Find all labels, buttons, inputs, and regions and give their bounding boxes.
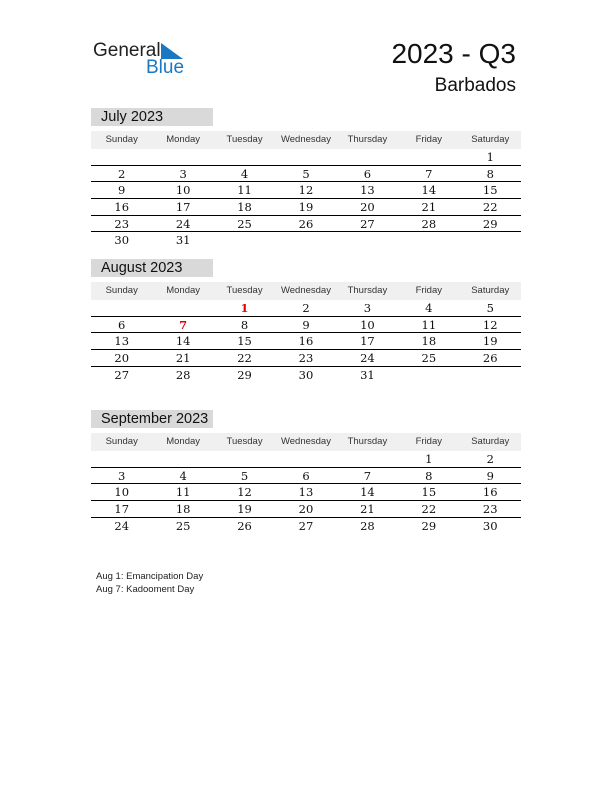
date-cell: 9 bbox=[302, 317, 310, 332]
date-cell bbox=[398, 149, 459, 165]
date-cell: 20 bbox=[360, 200, 375, 215]
weekday-label: Sunday bbox=[105, 436, 138, 447]
weekday-label: Monday bbox=[166, 134, 201, 145]
date-cell: 15 bbox=[237, 334, 252, 349]
date-cell: 21 bbox=[360, 502, 375, 517]
date-cell: 14 bbox=[175, 334, 191, 349]
date-cell: 28 bbox=[360, 518, 375, 533]
date-cell bbox=[214, 232, 275, 249]
date-cell bbox=[398, 367, 459, 384]
date-cell: 22 bbox=[482, 200, 498, 215]
date-cell: 3 bbox=[363, 301, 372, 315]
week-row bbox=[91, 468, 521, 485]
week-row bbox=[91, 451, 521, 468]
logo-general-text: General bbox=[93, 40, 161, 61]
week-row bbox=[91, 199, 521, 216]
weekday-label: Thursday bbox=[347, 436, 388, 447]
date-cell: 15 bbox=[421, 485, 437, 500]
date-cell bbox=[275, 149, 336, 165]
weekday-label: Wednesday bbox=[280, 134, 331, 145]
weekday-label: Tuesday bbox=[226, 285, 263, 296]
date-cell bbox=[460, 367, 521, 384]
week-row bbox=[91, 149, 521, 166]
date-cell: 20 bbox=[298, 502, 314, 517]
date-cell: 14 bbox=[360, 485, 375, 500]
date-cell: 10 bbox=[360, 317, 375, 332]
date-cell bbox=[398, 232, 459, 249]
date-cell: 22 bbox=[421, 502, 437, 517]
date-cell: 12 bbox=[237, 485, 252, 500]
date-cell: 16 bbox=[298, 334, 314, 349]
weekday-label: Wednesday bbox=[280, 285, 331, 296]
date-cell: 26 bbox=[482, 351, 498, 366]
date-cell: 4 bbox=[425, 301, 433, 315]
weekday-header bbox=[91, 131, 521, 149]
date-cell: 19 bbox=[298, 200, 314, 215]
date-cell: 20 bbox=[114, 351, 130, 366]
date-cell: 1 bbox=[486, 150, 494, 164]
date-cell: 24 bbox=[114, 518, 130, 533]
quarter-title: 2023 - Q3 bbox=[391, 38, 516, 69]
date-cell: 30 bbox=[114, 233, 130, 248]
weekday-label: Sunday bbox=[105, 134, 138, 145]
date-cell: 21 bbox=[175, 351, 191, 366]
holiday-note: Aug 7: Kadooment Day bbox=[96, 584, 195, 595]
date-cell: 30 bbox=[482, 518, 498, 533]
date-cell: 26 bbox=[237, 518, 252, 533]
date-cell: 10 bbox=[175, 183, 191, 198]
date-cell: 5 bbox=[486, 301, 494, 315]
date-cell: 28 bbox=[175, 367, 191, 382]
month-title: July 2023 bbox=[91, 108, 213, 126]
date-cell: 19 bbox=[482, 334, 498, 349]
date-cell: 6 bbox=[302, 468, 310, 483]
date-cell: 8 bbox=[486, 166, 494, 181]
holiday-date: 1 bbox=[240, 301, 249, 315]
date-cell: 11 bbox=[421, 317, 437, 332]
date-cell bbox=[214, 149, 275, 165]
date-cell: 29 bbox=[482, 216, 498, 231]
date-cell bbox=[152, 300, 213, 316]
week-row bbox=[91, 216, 521, 233]
date-cell: 2 bbox=[302, 301, 310, 315]
date-cell: 16 bbox=[114, 200, 130, 215]
date-cell bbox=[275, 232, 336, 249]
date-cell bbox=[337, 232, 398, 249]
date-cell: 8 bbox=[240, 317, 249, 332]
date-cell: 4 bbox=[179, 468, 187, 483]
date-cell bbox=[337, 451, 398, 467]
date-cell: 2 bbox=[118, 166, 126, 181]
weekday-label: Wednesday bbox=[280, 436, 331, 447]
date-cell: 31 bbox=[360, 367, 375, 382]
date-cell: 23 bbox=[114, 216, 130, 231]
weekday-label: Saturday bbox=[471, 134, 510, 145]
weeks bbox=[91, 149, 521, 249]
weekday-label: Tuesday bbox=[226, 134, 263, 145]
week-row bbox=[91, 367, 521, 384]
date-cell: 18 bbox=[421, 334, 437, 349]
date-cell: 29 bbox=[237, 367, 252, 382]
month-title: August 2023 bbox=[91, 259, 213, 277]
date-cell: 27 bbox=[114, 367, 130, 382]
weekday-header bbox=[91, 433, 521, 451]
date-cell: 22 bbox=[237, 351, 252, 366]
date-cell: 30 bbox=[298, 367, 314, 382]
date-cell: 18 bbox=[237, 200, 252, 215]
date-cell: 7 bbox=[425, 166, 433, 181]
weekday-label: Saturday bbox=[471, 285, 510, 296]
week-row bbox=[91, 484, 521, 501]
holiday-date: 7 bbox=[179, 317, 188, 332]
logo-blue-text: Blue bbox=[146, 57, 185, 78]
date-cell: 15 bbox=[482, 183, 498, 198]
week-row bbox=[91, 333, 521, 350]
date-cell: 19 bbox=[237, 502, 252, 517]
date-cell: 3 bbox=[118, 468, 126, 483]
date-cell: 28 bbox=[421, 216, 437, 231]
date-cell: 5 bbox=[302, 166, 310, 181]
week-row bbox=[91, 317, 521, 334]
weekday-label: Friday bbox=[415, 134, 443, 145]
date-cell: 9 bbox=[118, 183, 126, 198]
weeks bbox=[91, 451, 521, 534]
week-row bbox=[91, 166, 521, 183]
date-cell: 6 bbox=[363, 166, 372, 181]
month-title: September 2023 bbox=[91, 410, 213, 428]
date-cell bbox=[152, 451, 213, 467]
date-cell: 25 bbox=[237, 216, 252, 231]
date-cell bbox=[152, 149, 213, 165]
weekday-label: Tuesday bbox=[226, 436, 263, 447]
date-cell: 13 bbox=[360, 183, 375, 198]
date-cell: 24 bbox=[175, 216, 191, 231]
holiday-notes bbox=[96, 570, 203, 596]
date-cell bbox=[460, 232, 521, 249]
weekday-label: Monday bbox=[166, 436, 201, 447]
date-cell: 25 bbox=[175, 518, 191, 533]
date-cell: 27 bbox=[298, 518, 314, 533]
date-cell: 16 bbox=[482, 485, 498, 500]
weekday-label: Thursday bbox=[347, 134, 388, 145]
country-name: Barbados bbox=[434, 75, 516, 96]
weekday-label: Friday bbox=[415, 436, 443, 447]
date-cell: 7 bbox=[363, 468, 372, 483]
date-cell: 17 bbox=[360, 334, 375, 349]
weekday-header bbox=[91, 282, 521, 300]
date-cell bbox=[275, 451, 336, 467]
date-cell: 8 bbox=[425, 468, 433, 483]
date-cell: 21 bbox=[421, 200, 437, 215]
week-row bbox=[91, 300, 521, 317]
date-cell: 1 bbox=[425, 452, 433, 466]
date-cell: 9 bbox=[486, 468, 494, 483]
date-cell bbox=[214, 451, 275, 467]
date-cell: 29 bbox=[421, 518, 437, 533]
week-row bbox=[91, 518, 521, 535]
date-cell bbox=[91, 451, 152, 467]
date-cell: 14 bbox=[421, 183, 437, 198]
date-cell: 3 bbox=[179, 166, 187, 181]
weekday-label: Friday bbox=[415, 285, 443, 296]
week-row bbox=[91, 350, 521, 367]
date-cell: 11 bbox=[237, 183, 252, 198]
date-cell: 27 bbox=[360, 216, 375, 231]
weeks bbox=[91, 300, 521, 383]
date-cell: 2 bbox=[486, 452, 494, 466]
week-row bbox=[91, 232, 521, 249]
date-cell: 11 bbox=[175, 485, 191, 500]
date-cell: 17 bbox=[175, 200, 191, 215]
date-cell: 17 bbox=[114, 502, 130, 517]
week-row bbox=[91, 501, 521, 518]
weekday-label: Saturday bbox=[471, 436, 510, 447]
date-cell: 5 bbox=[240, 468, 249, 483]
date-cell: 25 bbox=[421, 351, 437, 366]
date-cell bbox=[337, 149, 398, 165]
month-calendar bbox=[91, 108, 521, 249]
date-cell: 12 bbox=[298, 183, 314, 198]
date-cell: 24 bbox=[360, 351, 375, 366]
holiday-note: Aug 1: Emancipation Day bbox=[96, 571, 204, 582]
date-cell: 4 bbox=[240, 166, 249, 181]
date-cell bbox=[91, 300, 152, 316]
date-cell: 12 bbox=[482, 317, 498, 332]
date-cell: 23 bbox=[298, 351, 314, 366]
week-row bbox=[91, 182, 521, 199]
weekday-label: Monday bbox=[166, 285, 201, 296]
month-calendar bbox=[91, 410, 521, 534]
date-cell: 13 bbox=[114, 334, 130, 349]
date-cell: 18 bbox=[175, 502, 191, 517]
date-cell: 10 bbox=[114, 485, 130, 500]
weekday-label: Thursday bbox=[347, 285, 388, 296]
date-cell: 23 bbox=[482, 502, 498, 517]
date-cell bbox=[91, 149, 152, 165]
date-cell: 26 bbox=[298, 216, 314, 231]
date-cell: 31 bbox=[175, 233, 191, 248]
date-cell: 6 bbox=[118, 317, 126, 332]
month-calendar bbox=[91, 259, 521, 383]
weekday-label: Sunday bbox=[105, 285, 138, 296]
date-cell: 13 bbox=[298, 485, 314, 500]
